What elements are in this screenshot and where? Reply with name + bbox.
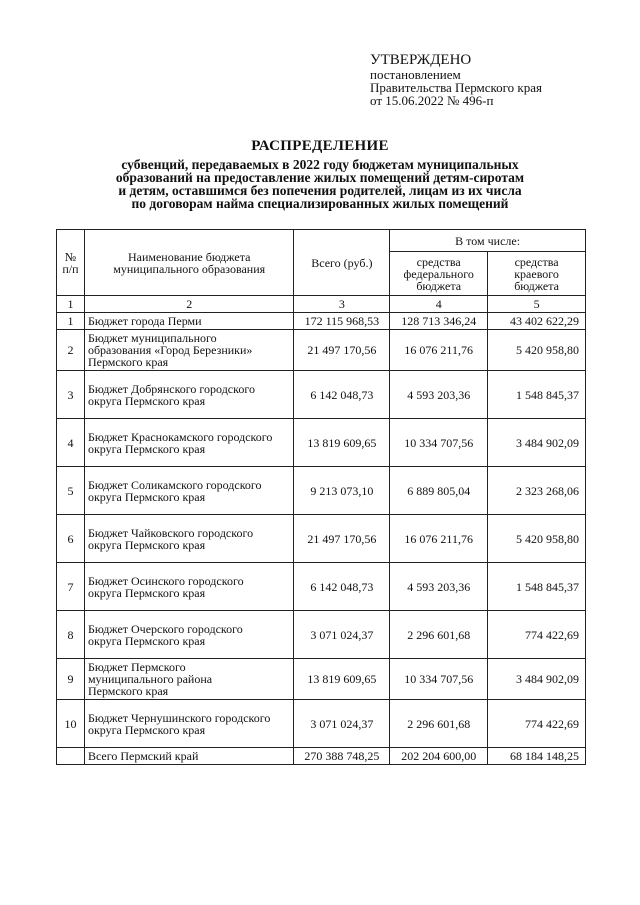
federal-amount: 2 296 601,68: [390, 611, 488, 659]
header-including: В том числе:: [390, 230, 586, 252]
budget-name-line: Бюджет Чайковского городского: [87, 525, 254, 540]
budget-name: [84, 700, 294, 748]
subtitle-line: по договорам найма специализированных жилых помещений: [131, 196, 509, 211]
row-number: 4: [57, 419, 85, 467]
subtitle-line: и детям, оставшимся без попечения родителей, лицам из их числа: [118, 183, 522, 198]
budget-name: [84, 563, 294, 611]
row-number: 2: [57, 330, 85, 371]
budget-name-line: образования «Город Березники»: [87, 343, 253, 357]
document-title: РАСПРЕДЕЛЕНИЕ: [251, 138, 389, 154]
distribution-table: [56, 229, 586, 765]
budget-name-line: Бюджет Очерского городского: [87, 621, 243, 636]
approved-line: от 15.06.2022 № 496-п: [370, 93, 494, 108]
federal-amount: 10 334 707,56: [390, 419, 488, 467]
budget-name-line: округа Пермского края: [87, 633, 206, 648]
total-amount: 3 071 024,37: [294, 700, 390, 748]
budget-name: [84, 515, 294, 563]
regional-amount: 774 422,69: [488, 611, 586, 659]
federal-amount: 4 593 203,36: [390, 371, 488, 419]
header-federal: средства федерального бюджета: [390, 252, 488, 296]
budget-name-line: Бюджет муниципального: [87, 331, 217, 345]
total-amount: 13 819 609,65: [294, 659, 390, 700]
budget-name-line: округа Пермского края: [87, 585, 206, 600]
budget-name-line: округа Пермского края: [87, 722, 206, 737]
total-amount: 21 497 170,56: [294, 330, 390, 371]
budget-name: [84, 313, 294, 330]
regional-amount: 774 422,69: [488, 700, 586, 748]
budget-name-line: Бюджет Соликамского городского: [87, 477, 262, 492]
budget-name: [84, 659, 294, 700]
regional-amount: 1 548 845,37: [488, 563, 586, 611]
budget-name: [84, 467, 294, 515]
regional-amount: 3 484 902,09: [488, 419, 586, 467]
column-number: 4: [390, 296, 488, 313]
column-number: 5: [488, 296, 586, 313]
total-row: [57, 748, 586, 765]
table-row: [57, 371, 586, 419]
row-number: 10: [57, 700, 85, 748]
regional-amount: 43 402 622,29: [488, 313, 586, 330]
table-row: [57, 313, 586, 330]
budget-name: [84, 371, 294, 419]
column-number: 3: [294, 296, 390, 313]
budget-name-line: Бюджет Краснокамского городского: [87, 429, 273, 444]
total-sum: 270 388 748,25: [294, 748, 390, 765]
total-regional: 68 184 148,25: [488, 748, 586, 765]
table-row: [57, 563, 586, 611]
regional-amount: 1 548 845,37: [488, 371, 586, 419]
table-row: [57, 330, 586, 371]
federal-amount: 16 076 211,76: [390, 515, 488, 563]
regional-amount: 2 323 268,06: [488, 467, 586, 515]
budget-name-line: Бюджет Осинского городского: [87, 573, 244, 588]
subtitle-line: образований на предоставление жилых помещений детям-сиротам: [115, 170, 525, 185]
total-amount: 3 071 024,37: [294, 611, 390, 659]
budget-name-line: Пермского края: [87, 684, 169, 698]
header-regional: средства краевого бюджета: [488, 252, 586, 296]
approved-label: УТВЕРЖДЕНО: [370, 52, 472, 68]
budget-name-line: Бюджет Пермского: [87, 660, 186, 674]
budget-name-line: округа Пермского края: [87, 489, 206, 504]
approval-stamp: [370, 52, 542, 107]
federal-amount: 128 713 346,24: [390, 313, 488, 330]
regional-amount: 5 420 958,80: [488, 515, 586, 563]
total-label: Всего Пермский край: [84, 748, 294, 765]
column-number: 2: [84, 296, 294, 313]
subtitle-line: субвенций, передаваемых в 2022 году бюджетам муниципальных: [121, 157, 519, 172]
budget-name: [84, 419, 294, 467]
budget-name-line: Бюджет Добрянского городского: [87, 381, 255, 396]
row-number: 1: [57, 313, 85, 330]
total-amount: 6 142 048,73: [294, 563, 390, 611]
budget-name-line: Пермского края: [87, 355, 169, 369]
header-name: Наименование бюджета муниципального образования: [84, 230, 294, 296]
total-amount: 13 819 609,65: [294, 419, 390, 467]
budget-name: [84, 611, 294, 659]
header-no: № п/п: [57, 230, 85, 296]
column-numbers-row: [57, 296, 586, 313]
row-number: 9: [57, 659, 85, 700]
row-number: 5: [57, 467, 85, 515]
table-row: [57, 467, 586, 515]
table-row: [57, 419, 586, 467]
table-row: [57, 515, 586, 563]
row-number: 6: [57, 515, 85, 563]
federal-amount: 16 076 211,76: [390, 330, 488, 371]
federal-amount: 10 334 707,56: [390, 659, 488, 700]
total-amount: 21 497 170,56: [294, 515, 390, 563]
total-amount: 172 115 968,53: [294, 313, 390, 330]
budget-name-line: Бюджет города Перми: [87, 314, 202, 328]
budget-name-line: муниципального района: [87, 672, 213, 686]
total-amount: 9 213 073,10: [294, 467, 390, 515]
table-row: [57, 611, 586, 659]
budget-name-line: округа Пермского края: [87, 537, 206, 552]
regional-amount: 5 420 958,80: [488, 330, 586, 371]
row-number: 3: [57, 371, 85, 419]
budget-name: [84, 330, 294, 371]
table-row: [57, 700, 586, 748]
total-amount: 6 142 048,73: [294, 371, 390, 419]
budget-name-line: Бюджет Чернушинского городского: [87, 710, 271, 725]
document-subtitle: [60, 158, 580, 210]
column-number: 1: [57, 296, 85, 313]
total-federal: 202 204 600,00: [390, 748, 488, 765]
row-number: 8: [57, 611, 85, 659]
federal-amount: 2 296 601,68: [390, 700, 488, 748]
federal-amount: 4 593 203,36: [390, 563, 488, 611]
budget-name-line: округа Пермского края: [87, 393, 206, 408]
approved-line: Правительства Пермского края: [370, 80, 542, 95]
header-total: Всего (руб.): [294, 230, 390, 296]
budget-name-line: округа Пермского края: [87, 441, 206, 456]
row-number: 7: [57, 563, 85, 611]
federal-amount: 6 889 805,04: [390, 467, 488, 515]
regional-amount: 3 484 902,09: [488, 659, 586, 700]
table-row: [57, 659, 586, 700]
approved-line: постановлением: [370, 67, 461, 82]
